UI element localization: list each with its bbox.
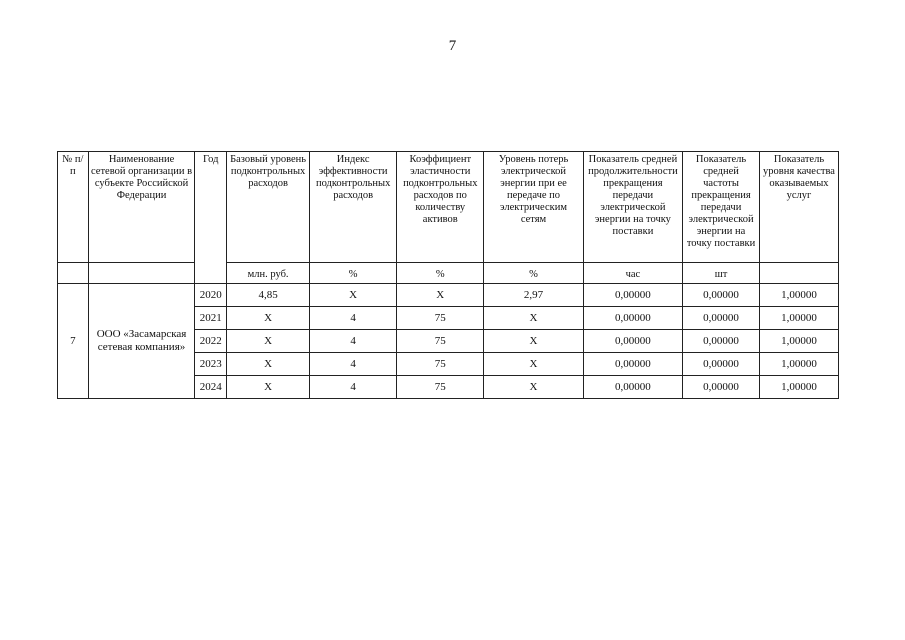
header-cell: Показатель средней частоты прекращения передачи электрической энергии на точку поставки bbox=[683, 152, 760, 263]
unit-cell: млн. руб. bbox=[227, 263, 310, 284]
value-cell: X bbox=[397, 284, 484, 307]
value-cell: 1,00000 bbox=[759, 376, 838, 399]
header-cell: Год bbox=[195, 152, 227, 284]
value-cell: 75 bbox=[397, 353, 484, 376]
value-cell: 0,00000 bbox=[583, 284, 682, 307]
unit-cell: % bbox=[310, 263, 397, 284]
header-cell: Показатель средней продолжительности прекращения передачи электрической энергии на точку поставки bbox=[583, 152, 682, 263]
value-cell: 0,00000 bbox=[583, 330, 682, 353]
unit-cell: шт bbox=[683, 263, 760, 284]
row-number-cell: 7 bbox=[58, 284, 89, 399]
value-cell: X bbox=[310, 284, 397, 307]
year-cell: 2024 bbox=[195, 376, 227, 399]
value-cell: 1,00000 bbox=[759, 330, 838, 353]
value-cell: X bbox=[227, 376, 310, 399]
units-row bbox=[58, 263, 839, 284]
header-cell: Наименование сетевой организации в субъекте Российской Федерации bbox=[88, 152, 195, 263]
header-cell: Индекс эффективности подконтрольных расходов bbox=[310, 152, 397, 263]
value-cell: 1,00000 bbox=[759, 284, 838, 307]
value-cell: 1,00000 bbox=[759, 307, 838, 330]
unit-cell: % bbox=[397, 263, 484, 284]
value-cell: 0,00000 bbox=[583, 353, 682, 376]
value-cell: 75 bbox=[397, 330, 484, 353]
unit-cell bbox=[88, 263, 195, 284]
value-cell: X bbox=[227, 353, 310, 376]
value-cell: 0,00000 bbox=[683, 307, 760, 330]
header-cell: № п/п bbox=[58, 152, 89, 263]
value-cell: 0,00000 bbox=[683, 330, 760, 353]
header-cell: Коэффициент эластичности подконтрольных расходов по количеству активов bbox=[397, 152, 484, 263]
value-cell: 75 bbox=[397, 376, 484, 399]
page-number: 7 bbox=[448, 38, 457, 54]
value-cell: 4,85 bbox=[227, 284, 310, 307]
unit-cell bbox=[759, 263, 838, 284]
value-cell: 0,00000 bbox=[683, 376, 760, 399]
value-cell: X bbox=[484, 376, 583, 399]
value-cell: X bbox=[484, 330, 583, 353]
year-cell: 2023 bbox=[195, 353, 227, 376]
unit-cell: час bbox=[583, 263, 682, 284]
value-cell: 4 bbox=[310, 307, 397, 330]
organization-cell: ООО «Засамарская сетевая компания» bbox=[88, 284, 195, 399]
value-cell: 4 bbox=[310, 353, 397, 376]
unit-cell bbox=[58, 263, 89, 284]
value-cell: X bbox=[227, 307, 310, 330]
value-cell: 4 bbox=[310, 376, 397, 399]
year-cell: 2022 bbox=[195, 330, 227, 353]
value-cell: 1,00000 bbox=[759, 353, 838, 376]
value-cell: X bbox=[484, 353, 583, 376]
value-cell: 75 bbox=[397, 307, 484, 330]
value-cell: 2,97 bbox=[484, 284, 583, 307]
value-cell: X bbox=[227, 330, 310, 353]
value-cell: 4 bbox=[310, 330, 397, 353]
value-cell: 0,00000 bbox=[583, 307, 682, 330]
header-cell: Базовый уровень подконтрольных расходов bbox=[227, 152, 310, 263]
value-cell: 0,00000 bbox=[583, 376, 682, 399]
value-cell: X bbox=[484, 307, 583, 330]
value-cell: 0,00000 bbox=[683, 353, 760, 376]
table-row bbox=[58, 284, 839, 307]
header-cell: Уровень потерь электрической энергии при ее передаче по электрическим сетям bbox=[484, 152, 583, 263]
unit-cell: % bbox=[484, 263, 583, 284]
tariff-table bbox=[57, 151, 839, 399]
header-row bbox=[58, 152, 839, 263]
year-cell: 2021 bbox=[195, 307, 227, 330]
value-cell: 0,00000 bbox=[683, 284, 760, 307]
header-cell: Показатель уровня качества оказываемых услуг bbox=[759, 152, 838, 263]
year-cell: 2020 bbox=[195, 284, 227, 307]
